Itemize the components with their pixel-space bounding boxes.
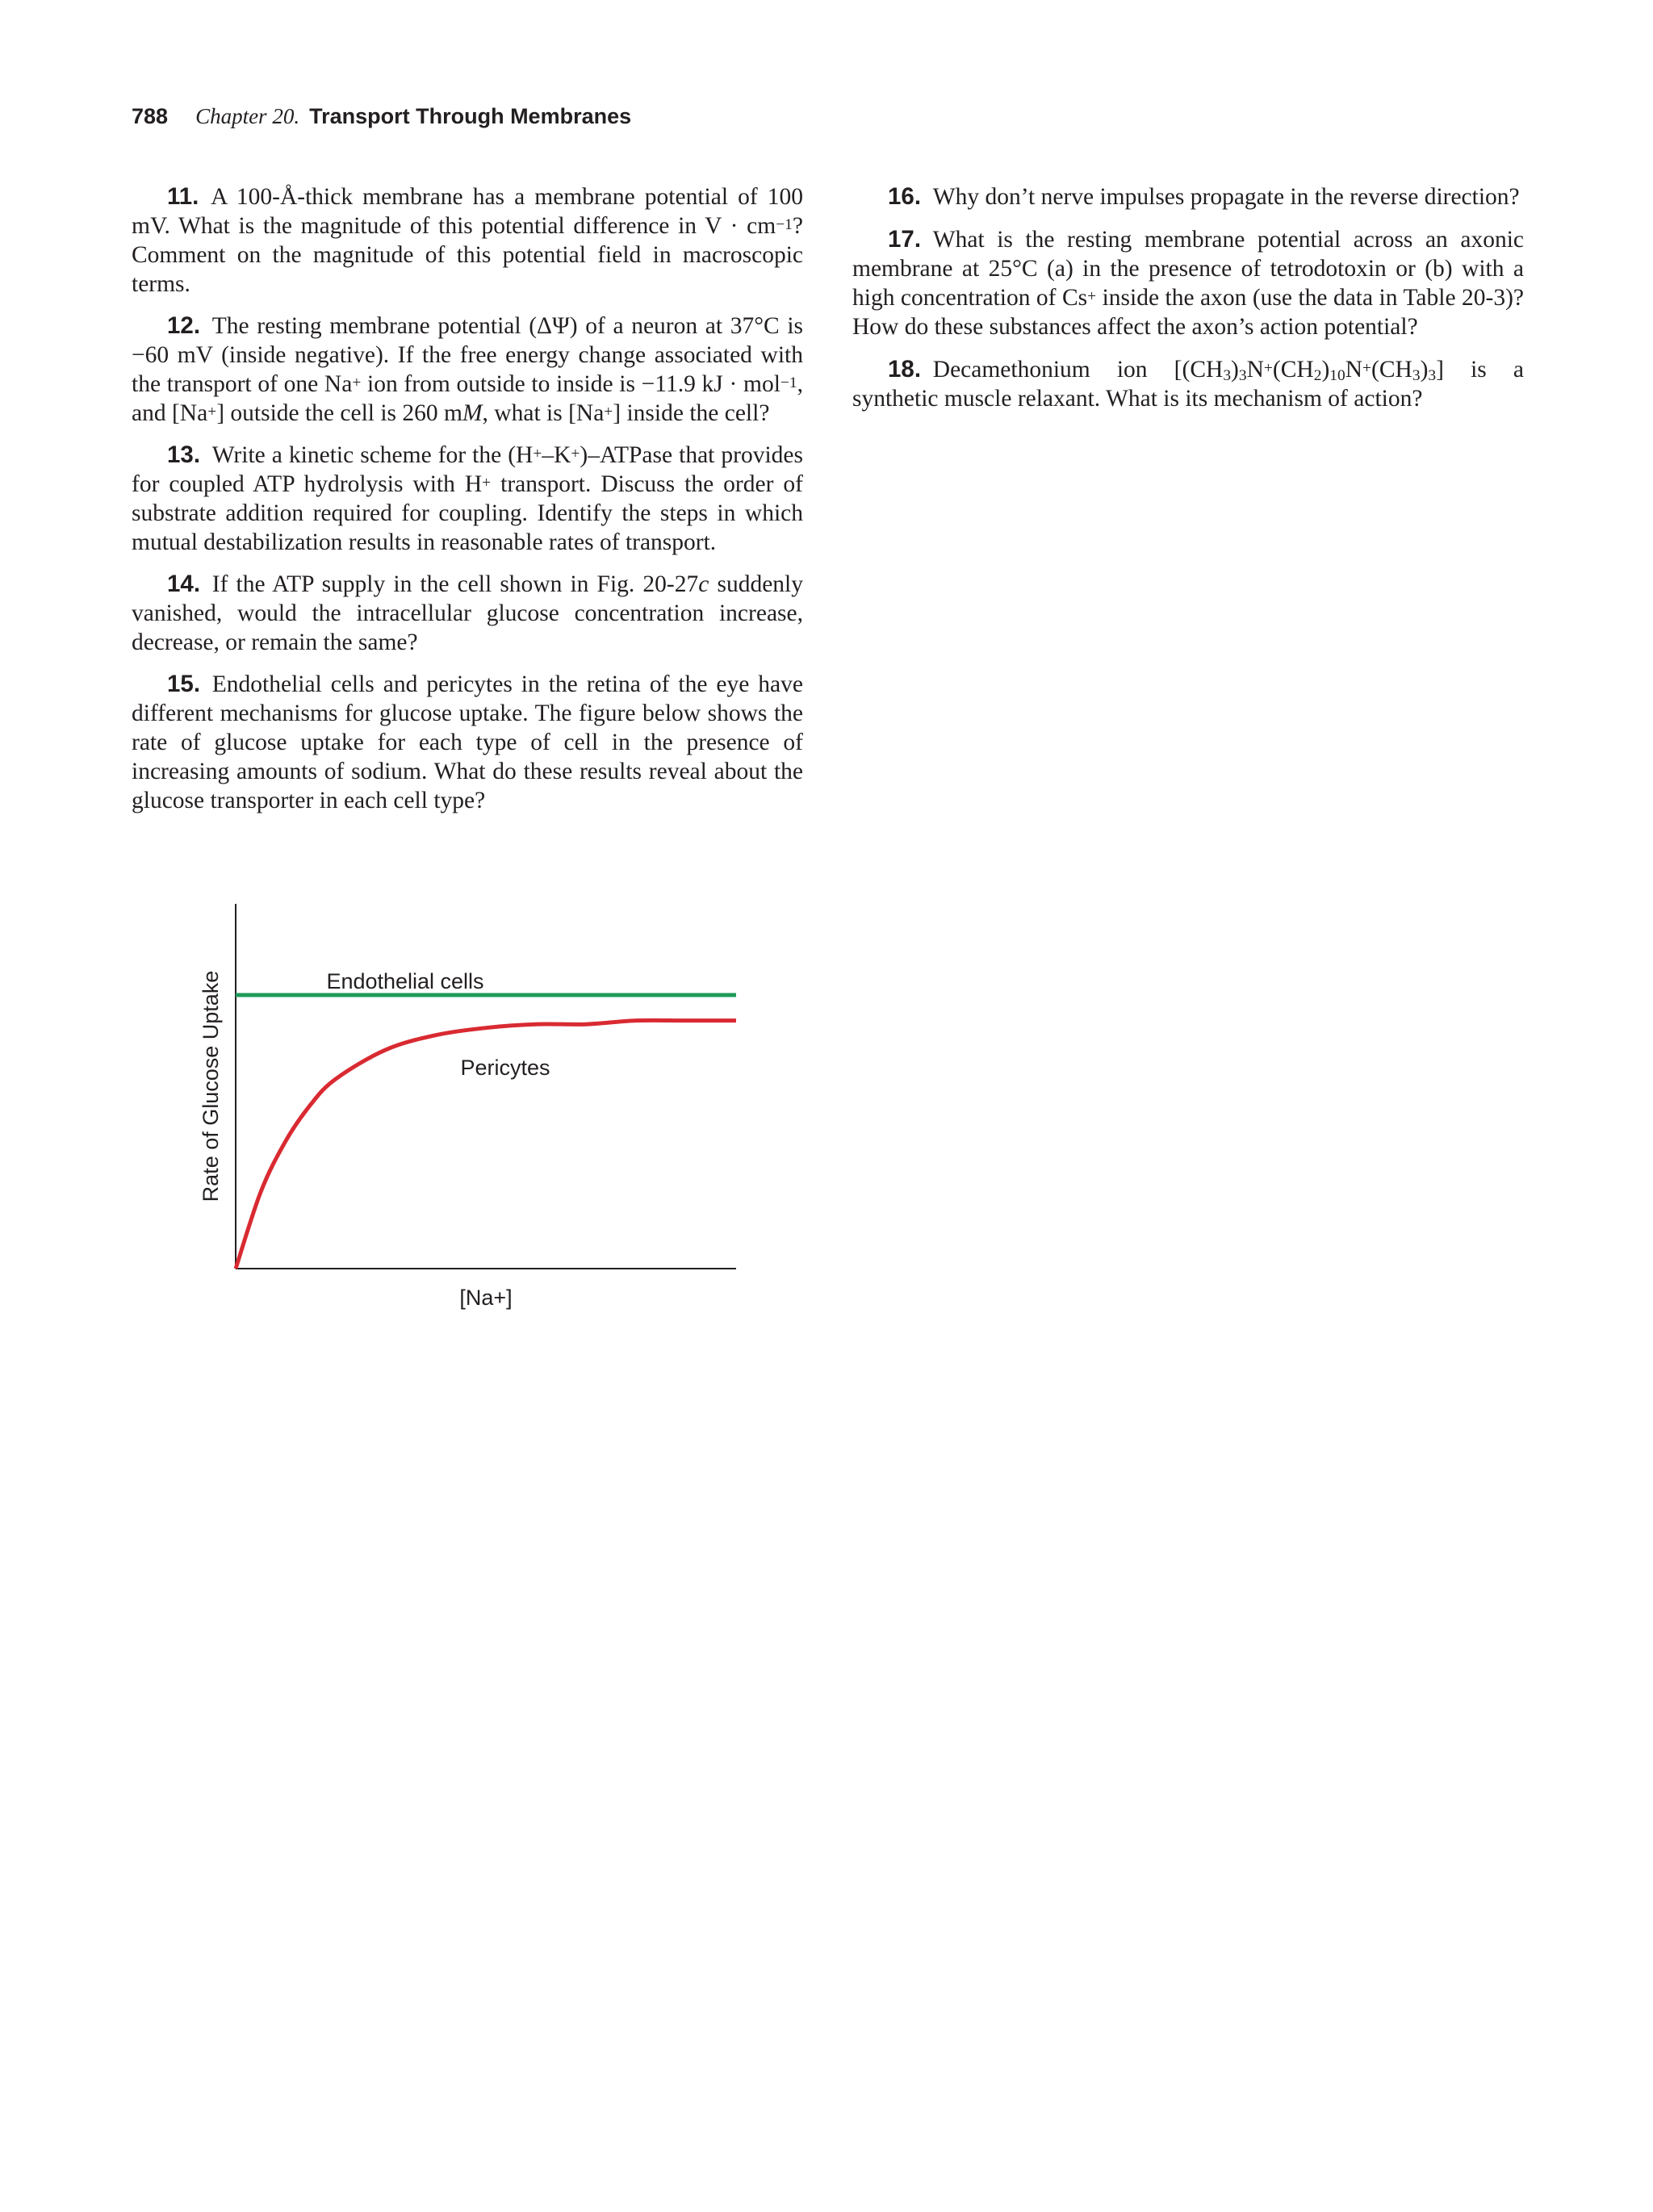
problem-number: 14. — [167, 571, 201, 597]
problem-text: If the ATP supply in the cell shown in Fig. 20-27c suddenly vanished, would the intracellular glucose concentration increase, decrease, or remain the same? — [132, 571, 803, 655]
left-problem-4 — [132, 670, 803, 815]
left-problem-1 — [132, 312, 803, 428]
running-header — [132, 102, 631, 131]
right-problem-1 — [852, 225, 1524, 341]
glucose-uptake-figure — [186, 904, 751, 1323]
chapter-title: Transport Through Membranes — [309, 104, 632, 128]
problem-number: 16. — [888, 183, 922, 210]
y-axis-label: Rate of Glucose Uptake — [199, 970, 223, 1202]
left-problem-3 — [132, 570, 803, 657]
right-column — [852, 182, 1524, 427]
problem-number: 18. — [888, 356, 922, 383]
page-number: 788 — [132, 104, 169, 128]
problem-number: 17. — [888, 226, 922, 253]
right-problem-0 — [852, 182, 1524, 211]
left-problem-0 — [132, 182, 803, 299]
left-column — [132, 182, 803, 828]
chapter-label: Chapter 20. — [195, 104, 300, 128]
problem-text: The resting membrane potential (ΔΨ) of a neuron at 37°C is −60 mV (inside negative). If the free energy change associated with the transport of one Na+ ion from outside to inside is −11.9 kJ · mol$^{-1}$, and [Na+] outside the cell is 260 mM, what is [Na+] inside the cell? — [132, 313, 803, 426]
x-axis-label: [Na+] — [459, 1286, 513, 1310]
problem-text: Write a kinetic scheme for the (H+–K+)–ATPase that provides for coupled ATP hydrolysis with H+ transport. Discuss the order of substrate addition required for coupling. Identify the steps in which mutual destabilization results in reasonable rates of transport. — [132, 442, 803, 555]
right-problem-2 — [852, 355, 1524, 413]
problem-number: 11. — [167, 183, 199, 210]
left-problem-2 — [132, 441, 803, 557]
problem-text: Endothelial cells and pericytes in the retina of the eye have different mechanisms for glucose uptake. The figure below shows the rate of glucose uptake for each type of cell in the presence of increasing amounts of sodium. What do these results reveal about the glucose transporter in each cell type? — [132, 671, 803, 813]
series-layer — [236, 995, 736, 1269]
problem-text: Decamethonium ion $[(CH_3)_3N^+(CH_2)_{10}N^+(CH_3)_3]$ is a synthetic muscle relaxant. What is its mechanism of action? — [852, 357, 1524, 412]
problem-text: Why don’t nerve impulses propagate in the reverse direction? — [932, 184, 1520, 210]
glucose-uptake-chart — [186, 904, 751, 1323]
series-label-endothelial: Endothelial cells — [326, 969, 484, 993]
problem-text: A 100-Å-thick membrane has a membrane potential of 100 mV. What is the magnitude of this potential difference in $V \cdot cm^{-1}$? Comment on the magnitude of this potential field in macroscopic terms. — [132, 184, 803, 297]
problem-number: 12. — [167, 312, 201, 339]
problem-text: What is the resting membrane potential across an axonic membrane at 25°C (a) in the presence of tetrodotoxin or (b) with a high concentration of Cs+ inside the axon (use the data in Table 20-3)? How do these substances affect the axon’s action potential? — [852, 227, 1524, 340]
problem-number: 15. — [167, 671, 201, 697]
problem-number: 13. — [167, 441, 201, 468]
series-label-pericytes: Pericytes — [460, 1056, 550, 1080]
